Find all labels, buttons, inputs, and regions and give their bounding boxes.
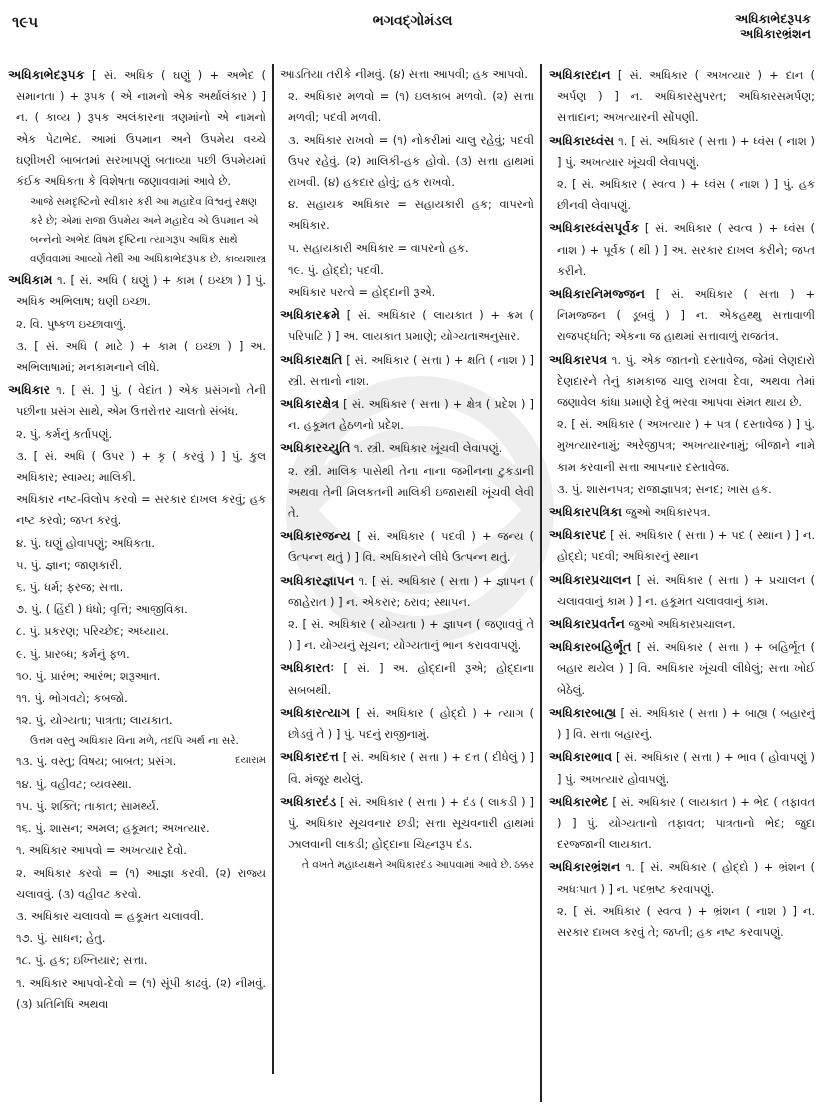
dictionary-entry: [549, 283, 815, 348]
dictionary-entry: [549, 746, 815, 789]
dictionary-entry: [549, 349, 815, 414]
definition-text: [ સં. અધિકાર ( સત્તા ) + બહિર્ભૂત ( બહાર થયેલ ) ] વિ. અધિકાર ખૂંચવી લીધેલું; સત્તા ખોઈ બેઠેલું.: [557, 640, 815, 697]
sub-sense: ૨. અધિકાર કરવો = (૧) આજ્ઞા કરવી. (૨) રાજ્ય ચલાવવું. (૩) વહીવટ કરવો.: [16, 865, 266, 901]
sub-sense: ૧૧. પું. ભોગવટો; કબજો.: [16, 691, 128, 706]
sub-sense: ૧૦. પું. પ્રારંભ; આરંભ; શરૂઆત.: [16, 668, 161, 683]
sub-sense: ૨. [ સં. અધિકાર ( યોગ્યતા ) + જ્ઞાપન ( જણાવવું તે ) ] ન. યોગ્યનું સૂચન; યોગ્યતાનું ભાન કરાવવાપણું.: [288, 617, 534, 653]
headword: અધિકારબહિર્ભૂત: [549, 639, 632, 655]
sub-sense: ૧. અધિકાર આપવો = અખત્યાર દેવો.: [16, 843, 187, 858]
headword: અધિકારબાહ્ય: [549, 704, 617, 720]
sub-sense: ૩. [ સં. અધિ ( ઉપર ) + કૃ ( કરવું ) ] પું. કુલ અધિકાર; સ્વામ્ય; માલિકી.: [16, 448, 266, 485]
headword: અધિકારપત્ર: [549, 351, 608, 367]
definition-text: [ સં. અધિકાર ( સત્તા ) + ક્ષતિ ( નાશ ) ] સ્ત્રી. સત્તાનો નાશ.: [288, 352, 534, 388]
definition-text: [ સં. અધિકાર ( સત્તા ) + દત્ત ( દીધેલું ) ] વિ. મંજૂર થયેલું.: [288, 750, 534, 786]
sub-sense: ૧૮. પું. હક; ઇખ્તિયાર; સત્તા.: [16, 953, 148, 968]
headword: અધિકારક્ષતિ: [280, 351, 343, 367]
definition-text: [ સં. અધિકાર ( લાયકાત ) + ક્રમ ( પરિપાટિ ) ] અ. લાયકાત પ્રમાણે; યોગ્યતાઅનુસાર.: [288, 308, 534, 344]
dictionary-entry: [549, 856, 815, 899]
definition-text: [ સં. અધિકાર ( સ્વત્વ ) + ધ્વંસ ( નાશ ) + પૂર્વક ( થી ) ] અ. સરકાર દાખલ કરીને; જપ્ત કરીને.: [557, 221, 815, 278]
sub-sense: ૫. સહાયકારી અધિકાર = વાપરનો હક.: [288, 240, 469, 255]
sub-sense: અધિકાર નષ્ટ-વિલોપ કરવો = સરકાર દાખલ કરવું; હક નષ્ટ કરવો; જપ્ત કરવું.: [16, 492, 266, 528]
dictionary-entry: [8, 379, 266, 422]
quote-text: તે વખતે મહાધ્યક્ષને અધિકારદંડ આપવામાં આવે છે.: [302, 859, 512, 872]
dictionary-entry: [8, 269, 266, 312]
sub-sense: ૯. પું. પ્રારબ્ધ; કર્મનું ફળ.: [16, 646, 130, 661]
sub-sense: ૨. [ સં. અધિકાર ( સ્વત્વ ) + ભ્રંશન ( નાશ ) ] ન. સરકાર દાખલ કરવું તે; જપ્તી; હક નષ્ટ કરવાપણું.: [557, 903, 815, 939]
headword: અધિકારત્યાગ: [280, 704, 351, 720]
dictionary-entry: [280, 746, 534, 789]
usage-quote: [8, 193, 266, 269]
headword: અધિકારપત્રિકા: [549, 504, 622, 520]
definition-text: [ સં. અધિકાર ( સત્તા ) + દંડ ( લાકડી ) ] પું. અધિકાર સૂચવનાર છડી; સત્તા સૂચવનારી હાથમાં ઝાલવાની લાકડી; હોદ્દાના ચિહ્નરૂપ દંડ.: [288, 794, 534, 852]
dictionary-entry: [280, 791, 534, 856]
dictionary-entry: [280, 702, 534, 745]
headword: અધિકારદંડ: [280, 793, 337, 809]
headword: અધિકારધ્વંસ: [549, 132, 615, 148]
dictionary-entry: [280, 349, 534, 392]
definition-text: ૧. [ સં. અધિકાર ( સત્તા ) + જ્ઞાપન ( જાહેરાત ) ] ન. એકરાર; ઠરાવ; સ્થાપન.: [288, 573, 534, 609]
dictionary-entry: [549, 217, 815, 282]
headword: અધિકારક્રમે: [280, 307, 340, 323]
quote-text: ઉત્તમ વસ્તુ અધિકાર વિના મળે, તદપિ અર્થ ના સરે.: [30, 735, 239, 748]
definition-text: [ સં. અધિક ( ઘણું ) + અભેદ ( સમાનતા ) + રૂપક ( એ નામનો એક અર્થાલંકાર ) ] ન. ( કાવ્ય ) રૂપક અલંકારના ત્રણમાંનો એ નામનો એક પેટાભેદ. આમાં ઉપમાન અને ઉપમેય વચ્ચે ઘણીખરી બાબતમાં સરખાપણું બતાવ્યા પછી ઉપમેયમાં કંઈક અધિકતા કે વિશેષતા જણાવવામાં આવે છે.: [16, 68, 266, 189]
definition-text: [ સં. અધિકાર ( સત્તા ) + પદ ( સ્થાન ) ] ન. હોદ્દો; પદવી; અધિકારનું સ્થાન: [557, 528, 815, 564]
headword: અધિકારભાવ: [549, 749, 613, 765]
definition-text: [ સં. ] અ. હોદ્દાની રૂએ; હોદ્દાના સબબથી.: [288, 661, 534, 697]
sub-sense: ૨. પું. કર્મનું કર્તાપણું.: [16, 426, 113, 441]
dictionary-entry: [549, 130, 815, 173]
definition-text: ૧. [ સં. અધિકાર ( હોદ્દો ) + ભ્રંશન ( અધઃપાત ) ] ન. પદભ્રષ્ટ કરવાપણું.: [557, 860, 815, 896]
sub-sense: ૩. [ સં. અધિ ( માટે ) + કામ ( ઇચ્છા ) ] અ. અભિલાષામાં; મનકામનાને લીધે.: [16, 338, 266, 375]
page-number: ૧૯૫: [12, 13, 39, 31]
dictionary-entry: [8, 64, 266, 192]
dictionary-entry: [280, 570, 534, 613]
headword: અધિકારભેદ: [549, 793, 609, 809]
sub-sense: ૧૨. પું. યોગ્યતા; પાત્રતા; લાયકાત.: [16, 713, 173, 728]
headword: અધિકાર: [8, 382, 51, 398]
sub-sense: ૩. અધિકાર ચલાવવો = હકૂમત ચલાવવી.: [16, 908, 204, 923]
dictionary-entry: [549, 524, 815, 567]
definition-text: [ સં. અધિકાર ( સત્તા ) + બાહ્ય ( બહારનું ) ] વિ. સત્તા બહારનું.: [557, 705, 815, 742]
dictionary-entry: [280, 657, 534, 700]
dictionary-entry: [280, 437, 534, 459]
definition-text: જુઓ અધિકારપત્ર.: [621, 505, 711, 520]
headword: અધિકારદાન: [549, 67, 611, 82]
headword: અધિકારજન્ય: [280, 528, 351, 544]
sub-sense: ૧૬. પું. શાસન; અમલ; હકૂમત; અખત્યાર.: [16, 821, 210, 836]
headword: અધિકારતઃ: [280, 660, 335, 676]
headword: અધિકારપ્રવર્તન: [549, 616, 625, 632]
definition-text: [ સં. અધિકાર ( સત્તા ) + પ્રચાલન ( ચલાવવાનું કામ ) ] ન. હકૂમત ચલાવવાનું કામ.: [557, 572, 815, 608]
sub-sense: ૪. પું. ઘણું હોવાપણું; અધિકતા.: [16, 535, 155, 550]
headword: અધિકારનિમજ્જન: [549, 286, 645, 302]
dictionary-entry: [280, 304, 534, 347]
column-right: [549, 64, 815, 1098]
definition-text: [ સં. અધિકાર ( સત્તા ) + ક્ષેત્ર ( પ્રદેશ ) ] ન. હકૂમત હેઠળનો પ્રદેશ.: [288, 397, 534, 433]
definition-text: [ સં. અધિકાર ( લાયકાત ) + ભેદ ( તફાવત ) ] પું. યોગ્યતાનો તફાવત; પાત્રતાનો ભેદ; જુદા દરજ્જાની લાયકાત.: [557, 794, 815, 852]
guide-words: [735, 11, 811, 41]
sub-sense: અધિકાર પરત્વે = હોદ્દાની રૂએ.: [288, 285, 436, 300]
headword: અધિકામ: [8, 272, 53, 288]
definition-text: ૧. [ સં. અધિકાર ( સત્તા ) + ધ્વંસ ( નાશ ) ] પું. અખત્યાર ખૂંચવી લેવાપણું.: [557, 133, 815, 169]
sub-sense: ૭. પું. ( હિંદી ) ધંધો; વૃત્તિ; આજીવિકા.: [16, 602, 188, 617]
running-title: ભગવદ્ગોમંડલ: [372, 13, 453, 29]
headword: અધિકારપ્રચાલન: [549, 571, 632, 587]
dictionary-entry: [280, 393, 534, 436]
dictionary-entry: [549, 613, 815, 635]
guide-word-last: અધિકારભ્રંશન: [740, 26, 811, 41]
sub-sense: ૧૩. પું. વસ્તુ; વિષય; બાબત; પ્રસંગ.: [16, 754, 177, 769]
dictionary-entry: [549, 636, 815, 701]
sub-sense: ૨. વિ. પુષ્કળ ઇચ્છાવાળું.: [16, 316, 127, 331]
sub-sense: ૧૫. પું. શક્તિ; તાકાત; સામર્થ્ય.: [16, 798, 160, 813]
definition-text: જુઓ અધિકારપ્રચાલન.: [624, 617, 736, 632]
column-left: [8, 64, 266, 1098]
headword: અધિકાભેદરૂપક: [8, 67, 85, 82]
quote-source: કાવ્યશાસ્ત્ર: [224, 254, 266, 266]
headword: અધિકારપદ: [549, 527, 607, 543]
column-divider: [540, 64, 542, 1102]
dictionary-entry: [549, 791, 815, 856]
column-divider: [272, 64, 274, 1074]
definition-text: [ સં. અધિકાર ( અખત્યાર ) + દાન ( અર્પણ ) ] ન. અધિકારસુપરત; અધિકારસમર્પણ; સત્તાદાન; અખત્યારની સોંપણી.: [557, 68, 815, 125]
definition-text: [ સં. અધિકાર ( હોદ્દો ) + ત્યાગ ( છોડવું તે ) ] પું. પદનું રાજીનામું.: [288, 705, 534, 742]
headword: અધિકારદત્ત: [280, 749, 339, 765]
definition-text: ૧. સ્ત્રી. અધિકાર ખૂંચવી લેવાપણું.: [350, 441, 503, 456]
sub-sense: ૩. અધિકાર રાખવો = (૧) નોકરીમાં ચાલુ રહેવું; પદવી ઉપર રહેવું. (૨) માલિકી-હક હોવો. (૩) સત્તા હાથમાં રાખવી. (૪) હકદાર હોવું; હક રાખવો.: [288, 132, 534, 190]
sub-sense: ૮. પું. પ્રકરણ; પરિચ્છેદ; અધ્યાય.: [16, 624, 170, 639]
definition-text: ૧. [ સં. અધિ ( ઘણું ) + કામ ( ઇચ્છા ) ] પું. અધિક અભિલાષ; ઘણી ઇચ્છા.: [16, 273, 266, 309]
sub-sense: ૪. સહાયક અધિકાર = સહાયકારી હક; વાપરનો અધિકાર.: [288, 197, 534, 233]
definition-text: ૧. પું. એક જાતનો દસ્તાવેજ, જેમાં લેણદારો દેણદારને તેનું કામકાજ ચાલુ રાખવા દેવા, અથવા તેમાં જણાવેલ કાંધા પ્રમાણે દેવું ભરવા આપવા સંમત થાય છે.: [557, 352, 815, 410]
sub-sense: ૧૯. પું. હોદ્દો; પદવી.: [288, 262, 384, 277]
sub-sense: ૨. અધિકાર મળવો = (૧) ઇલકાબ મળવો. (૨) સત્તા મળવી; પદવી મળવી.: [288, 89, 534, 125]
definition-text: [ સં. અધિકાર ( સત્તા ) + નિમજ્જન ( ડૂબવું ) ] ન. એકહથ્થુ સત્તાવાળી રાજપદ્ધતિ; એકના જ હાથમાં સત્તાવાળું રાજતંત્ર.: [557, 287, 815, 344]
dictionary-entry: [549, 64, 815, 129]
sub-sense: ૨. સ્ત્રી. માલિક પાસેથી તેના નાના જમીનના ટુકડાની અથવા તેની મિલકતની માલિકી ઇજારાથી ખૂંચવી લેવી તે.: [288, 463, 534, 521]
column-middle: [280, 64, 534, 1098]
definition-text: [ સં. અધિકાર ( સત્તા ) + ભાવ ( હોવાપણું ) ] પું. અખત્યાર હોવાપણું.: [557, 750, 815, 786]
definition-text: [ સં. અધિકાર ( પદવી ) + જન્ય ( ઉત્પન્ન થતું ) ] વિ. અધિકારને લીધે ઉત્પન્ન થતું.: [288, 529, 534, 565]
headword: અધિકારધ્વંસપૂર્વક: [549, 220, 640, 236]
sub-sense: ૧. અધિકાર આપવો-દેવો = (૧) સૂંપી કાઢવું. (૨) નીમવું. (૩) પ્રતિનિધિ અથવા: [16, 975, 266, 1011]
usage-quote: [280, 856, 534, 875]
quote-text: આજે સમદૃષ્ટિનો સ્વીકાર કરી આ મહાદેવ વિશ્વનું રક્ષણ કરે છે; એમાં રાજા ઉપમેય અને મહાદેવ એ ઉપમાન એ બન્નેનો અભેદ વિષમ દૃષ્ટિના ત્યાગરૂપ અધિક સાથે વર્ણવવામાં આવ્યો તેથી આ અધિકાભેદરૂપક છે.: [30, 196, 259, 266]
quote-source: દયારામ: [235, 755, 266, 767]
headword: અધિકારચ્યુતિ: [280, 440, 351, 456]
headword: અધિકારજ્ઞાપન: [280, 572, 355, 588]
sub-sense: ૫. પું. જ્ઞાન; જાણકારી.: [16, 557, 123, 572]
sub-sense: ૬. પું. ધર્મ; ફરજ; સત્તા.: [16, 580, 124, 595]
quote-source: ઠક્કર: [514, 860, 534, 872]
headword: અધિકારક્ષેત્ર: [280, 396, 340, 412]
sub-sense: ૧૪. પું. વહીવટ; વ્યવસ્થા.: [16, 776, 132, 791]
page-header: [0, 0, 825, 58]
headword: અધિકારભ્રંશન: [549, 859, 621, 875]
sub-sense: ૨. [ સં. અધિકાર ( અખત્યાર ) + પત્ર ( દસ્તાવેજ ) ] પું. મુખત્યારનામું; અરેજીપત્ર; અખત્યારનામું; બીજાને નામે કામ કરવાની સત્તા આપનાર દસ્તાવેજ.: [557, 417, 815, 474]
definition-text: ૧. [ સં. ] પું. ( વેદાંત ) એક પ્રસંગનો તેની પછીના પ્રસંગ સાથે, એમ ઉત્તરોત્તર ચાલતો સંબંધ.: [16, 383, 266, 419]
dictionary-entry: [549, 569, 815, 612]
dictionary-entry: [549, 702, 815, 745]
dictionary-entry: [280, 525, 534, 568]
sub-sense: ૨. [ સં. અધિકાર ( સ્વત્વ ) + ધ્વંસ ( નાશ ) ] પું. હક છીનવી લેવાપણું.: [557, 177, 815, 213]
sub-sense: ૩. પું. શાસનપત્ર; રાજાજ્ઞાપત્ર; સનદ; ખાસ હક.: [557, 481, 772, 496]
guide-word-first: અધિકાભેદરૂપક: [735, 11, 811, 26]
continuation-text: આડતિયા તરીકે નીમવું. (૪) સત્તા આપવી; હક આપવો.: [280, 67, 528, 81]
sub-sense: ૧૭. પું. સાધન; હેતુ.: [16, 931, 106, 946]
dictionary-entry: [549, 501, 815, 523]
